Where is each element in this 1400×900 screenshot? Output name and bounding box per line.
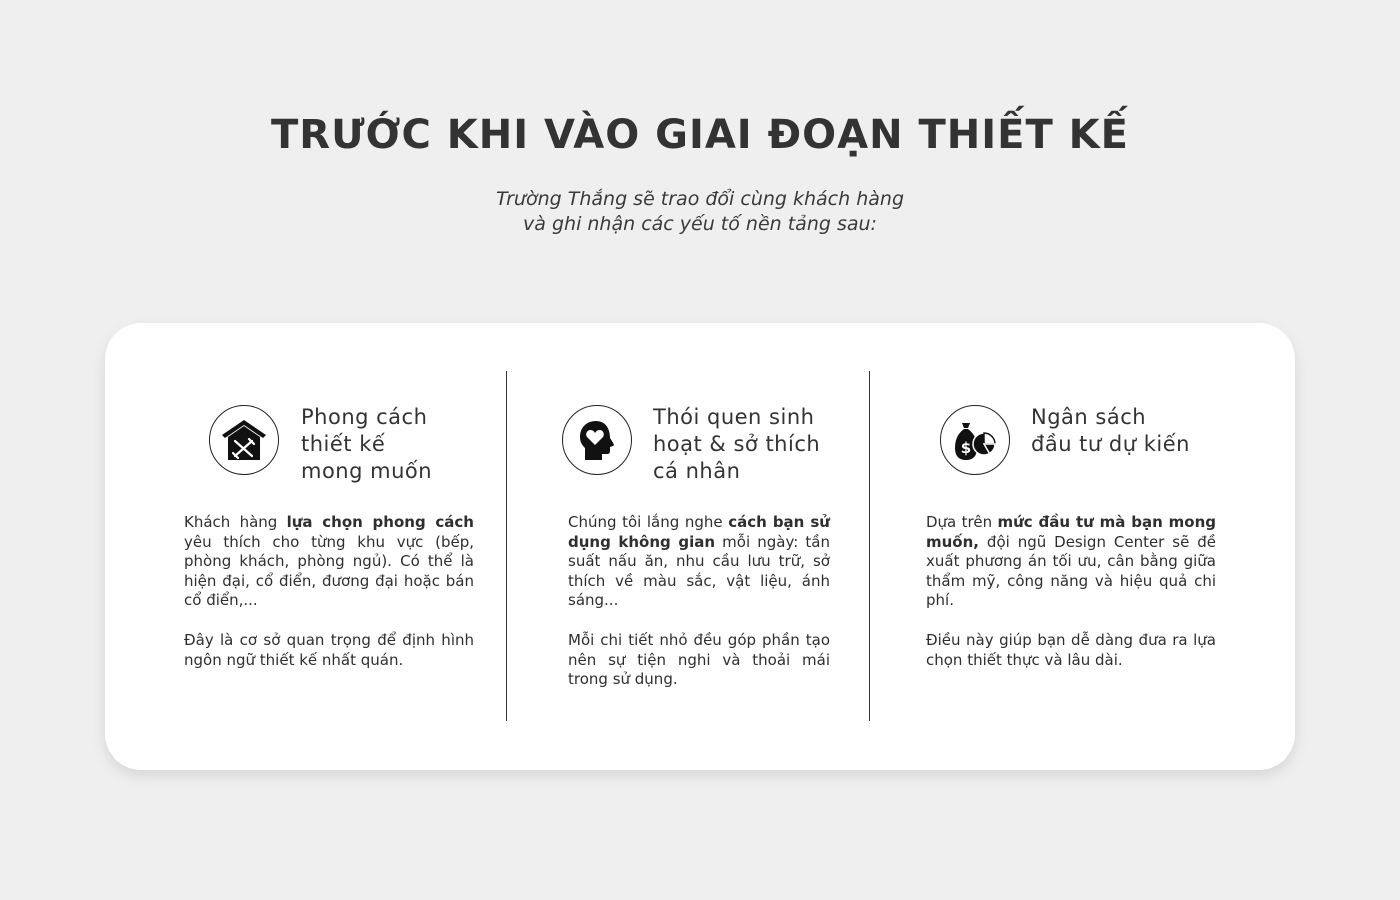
page-title: TRƯỚC KHI VÀO GIAI ĐOẠN THIẾT KẾ — [271, 112, 1129, 158]
subtitle-line: Trường Thắng sẽ trao đổi cùng khách hàng — [495, 188, 905, 210]
column-title-line: mong muốn — [301, 459, 433, 483]
column-living-habits — [507, 323, 869, 770]
text-run: đội ngũ Design Center sẽ đề xuất phương án tối ưu, cân bằng giữa thẩm mỹ, công năng và hiệu quả chi phí. — [926, 532, 1216, 610]
column-title — [653, 404, 820, 485]
money-bag-chart-icon — [940, 405, 1010, 475]
text-run: Chúng tôi lắng nghe — [568, 513, 729, 531]
text-run-bold: cách bạn sử dụng không gian — [568, 513, 830, 551]
body-paragraph — [926, 513, 1216, 611]
column-title-line: Phong cách — [301, 405, 428, 429]
text-run: yêu thích cho từng khu vực (bếp, phòng khách, phòng ngủ). Có thể là hiện đại, cổ điển, đương đại hoặc bán cổ điển,... — [184, 532, 474, 610]
column-title-line: đầu tư dự kiến — [1031, 432, 1190, 456]
house-design-icon — [209, 405, 279, 475]
body-paragraph — [568, 631, 830, 690]
subtitle — [0, 187, 1400, 237]
subtitle-line: và ghi nhận các yếu tố nền tảng sau: — [523, 213, 877, 235]
column-title-line: cá nhân — [653, 459, 741, 483]
column-title-line: Ngân sách — [1031, 405, 1147, 429]
column-title — [301, 404, 432, 485]
text-run-bold: lựa chọn phong cách — [286, 513, 474, 531]
body-paragraph — [184, 513, 474, 611]
column-title-line: thiết kế — [301, 432, 386, 456]
column-title-line: Thói quen sinh — [653, 405, 815, 429]
column-body — [568, 513, 830, 710]
info-card — [105, 323, 1295, 770]
head-heart-icon — [562, 405, 632, 475]
column-body — [184, 513, 474, 690]
column-title — [1031, 404, 1190, 458]
text-run: Điều này giúp bạn dễ dàng đưa ra lựa chọn thiết thực và lâu dài. — [926, 630, 1216, 669]
column-title-line: hoạt & sở thích — [653, 432, 821, 456]
text-run-bold: mức đầu tư mà bạn mong muốn, — [926, 513, 1216, 551]
svg-text:$: $ — [960, 439, 972, 457]
text-run: mỗi ngày: tần suất nấu ăn, nhu cầu lưu trữ, sở thích về màu sắc, vật liệu, ánh sáng... — [568, 532, 830, 610]
body-paragraph — [568, 513, 830, 611]
text-run: Dựa trên — [926, 513, 998, 531]
text-run: Khách hàng — [184, 513, 287, 531]
text-run: Mỗi chi tiết nhỏ đều góp phần tạo nên sự tiện nghi và thoải mái trong sử dụng. — [568, 630, 830, 689]
column-design-style — [105, 323, 506, 770]
body-paragraph — [184, 631, 474, 670]
column-budget — [870, 323, 1295, 770]
text-run: Đây là cơ sở quan trọng để định hình ngôn ngữ thiết kế nhất quán. — [184, 630, 474, 669]
column-body — [926, 513, 1216, 690]
body-paragraph — [926, 631, 1216, 670]
